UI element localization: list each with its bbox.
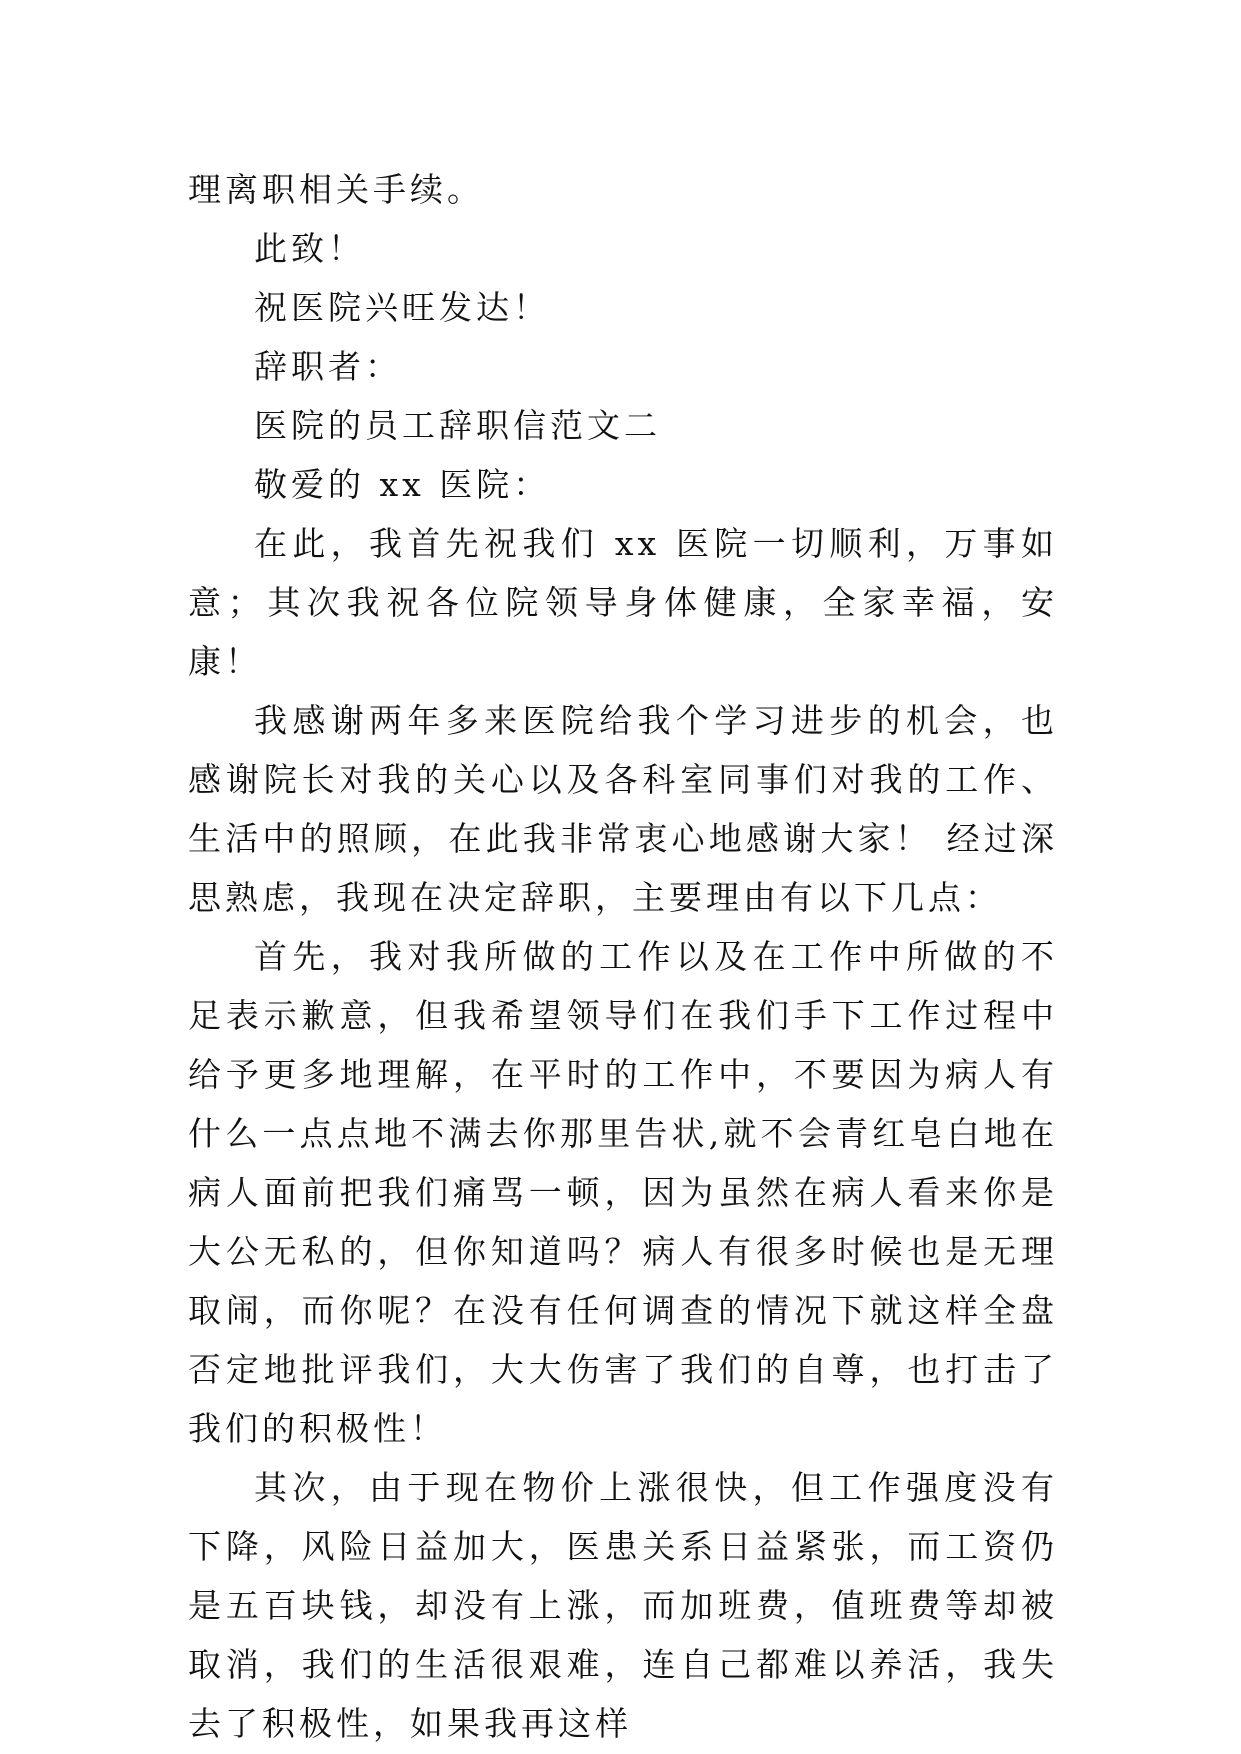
paragraph-4: 辞职者：	[254, 347, 402, 386]
paragraph-3: 祝医院兴旺发达！	[254, 288, 550, 327]
paragraph-10: 其次，由于现在物价上涨很快，但工作强度没有下降，风险日益加大，医患关系日益紧张，而工资仍是五百块钱，却没有上涨，而加班费，值班费等却被取消，我们的生活很艰难，连自己都难以养活，我失去了积极性，如果我再这样	[188, 1468, 1058, 1743]
section-title: 医院的员工辞职信范文二	[254, 406, 661, 445]
paragraph-7: 在此，我首先祝我们 xx 医院一切顺利，万事如意；其次我祝各位院领导身体健康，全家幸福，安康！	[188, 524, 1058, 681]
paragraph-9: 首先，我对我所做的工作以及在工作中所做的不足表示歉意，但我希望领导们在我们手下工作过程中给予更多地理解，在平时的工作中，不要因为病人有什么一点点地不满去你那里告状,就不会青红皂白地在病人面前把我们痛骂一顿，因为虽然在病人看来你是大公无私的，但你知道吗？病人有很多时候也是无理取闹，而你呢？在没有任何调查的情况下就这样全盘否定地批评我们，大大伤害了我们的自尊，也打击了我们的积极性！	[188, 937, 1058, 1448]
document-body	[188, 160, 1058, 1753]
paragraph-2: 此致！	[254, 229, 365, 268]
paragraph-8: 我感谢两年多来医院给我个学习进步的机会，也感谢院长对我的关心以及各科室同事们对我的工作、生活中的照顾，在此我非常衷心地感谢大家！ 经过深思熟虑，我现在决定辞职，主要理由有以下几点：	[188, 701, 1058, 917]
paragraph-1: 理离职相关手续。	[188, 170, 484, 209]
salutation: 敬爱的 xx 医院：	[254, 465, 551, 504]
